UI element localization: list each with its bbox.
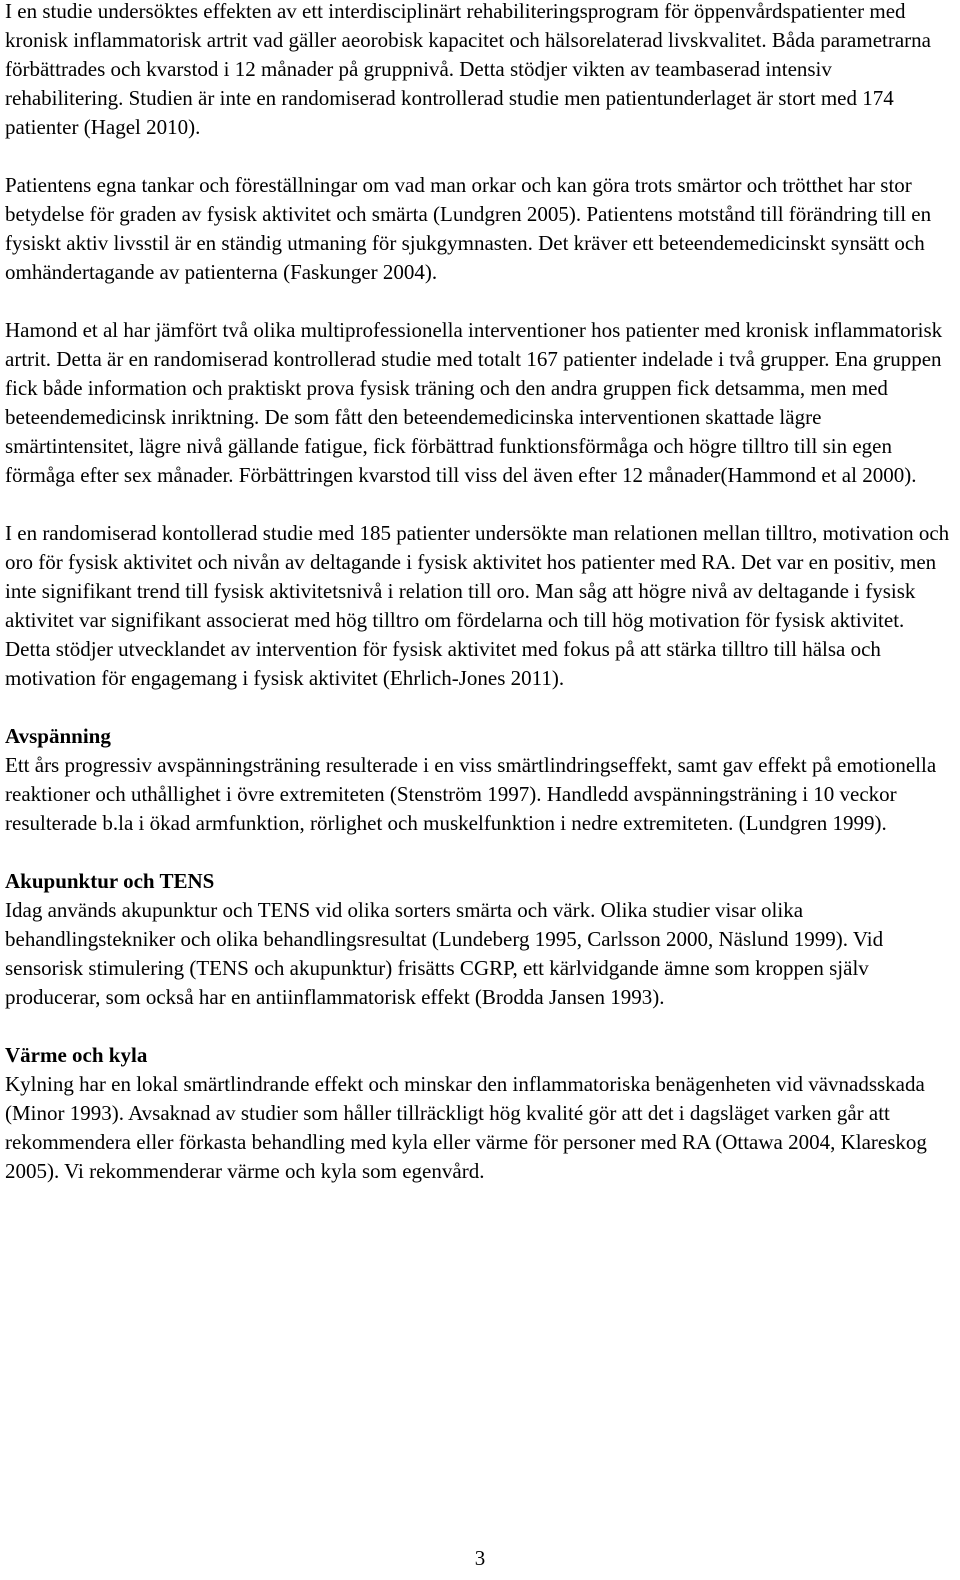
section-text: Ett års progressiv avspänningsträning resulterade i en viss smärtlindringseffekt, samt gav effekt på emotionella reaktioner och uthållighet i övre extremiteten (Stenström 1997). Handledd avspänningsträning i 10 veckor resulterade b.la i ökad armfunktion, rörlighet och muskelfunktion i nedre extremiteten. (Lundgren 1999). <box>5 753 937 835</box>
page-number: 3 <box>474 1546 486 1570</box>
document-page <box>5 0 955 1215</box>
section-akupunktur-och-tens <box>5 867 955 1012</box>
body-paragraph: Hamond et al har jämfört två olika multiprofessionella interventioner hos patienter med kronisk inflammatorisk artrit. Detta är en randomiserad kontrollerad studie med totalt 167 patienter indelade i två grupper. Ena gruppen fick både information och praktiskt prova fysisk träning och den andra gruppen fick detsamma, men med beteendemedicinsk inriktning. De som fått den beteendemedicinska interventionen skattade lägre smärtintensitet, lägre nivå gällande fatigue, fick förbättrad funktionsförmåga och högre tilltro till sin egen förmåga efter sex månader. Förbättringen kvarstod till viss del även efter 12 månader(Hammond et al 2000). <box>5 318 943 487</box>
section-heading: Värme och kyla <box>5 1043 148 1067</box>
section-avspanning <box>5 722 955 838</box>
section-text: Kylning har en lokal smärtlindrande effekt och minskar den inflammatoriska benägenheten vid vävnadsskada (Minor 1993). Avsaknad av studier som håller tillräckligt hög kvalité gör att det i dagsläget varken går att rekommendera eller förkasta behandling med kyla eller värme för personer med RA (Ottawa 2004, Klareskog 2005). Vi rekommenderar värme och kyla som egenvård. <box>5 1072 927 1183</box>
body-paragraph: I en studie undersöktes effekten av ett interdisciplinärt rehabiliteringsprogram för öppenvårdspatienter med kronisk inflammatorisk artrit vad gäller aeorobisk kapacitet och hälsorelaterad livskvalitet. Båda parametrarna förbättrades och kvarstod i 12 månader på gruppnivå. Detta stödjer vikten av teambaserad intensiv rehabilitering. Studien är inte en randomiserad kontrollerad studie men patientunderlaget är stort med 174 patienter (Hagel 2010). <box>5 0 931 139</box>
body-paragraph: I en randomiserad kontollerad studie med 185 patienter undersökte man relationen mellan tilltro, motivation och oro för fysisk aktivitet och nivån av deltagande i fysisk aktivitet hos patienter med RA. Det var en positiv, men inte signifikant trend till fysisk aktivitetsnivå i relation till oro. Man såg att högre nivå av deltagande i fysisk aktivitet var signifikant associerat med hög tilltro om fördelarna och till hög motivation för fysisk aktivitet. Detta stödjer utvecklandet av intervention för fysisk aktivitet med fokus på att stärka tilltro till hälsa och motivation för engagemang i fysisk aktivitet (Ehrlich-Jones 2011). <box>5 521 950 690</box>
body-paragraph: Patientens egna tankar och föreställningar om vad man orkar och kan göra trots smärtor och trötthet har stor betydelse för graden av fysisk aktivitet och smärta (Lundgren 2005). Patientens motstånd till förändring till en fysiskt aktiv livsstil är en ständig utmaning för sjukgymnasten. Det kräver ett beteendemedicinskt synsätt och omhändertagande av patienterna (Faskunger 2004). <box>5 173 932 284</box>
section-heading: Avspänning <box>5 724 111 748</box>
section-varme-och-kyla <box>5 1041 955 1186</box>
section-text: Idag används akupunktur och TENS vid olika sorters smärta och värk. Olika studier visar olika behandlingstekniker och olika behandlingsresultat (Lundeberg 1995, Carlsson 2000, Näslund 1999). Vid sensorisk stimulering (TENS och akupunktur) frisätts CGRP, ett kärlvidgande ämne som kroppen själv producerar, som också har en antiinflammatorisk effekt (Brodda Jansen 1993). <box>5 898 884 1009</box>
section-heading: Akupunktur och TENS <box>5 869 215 893</box>
